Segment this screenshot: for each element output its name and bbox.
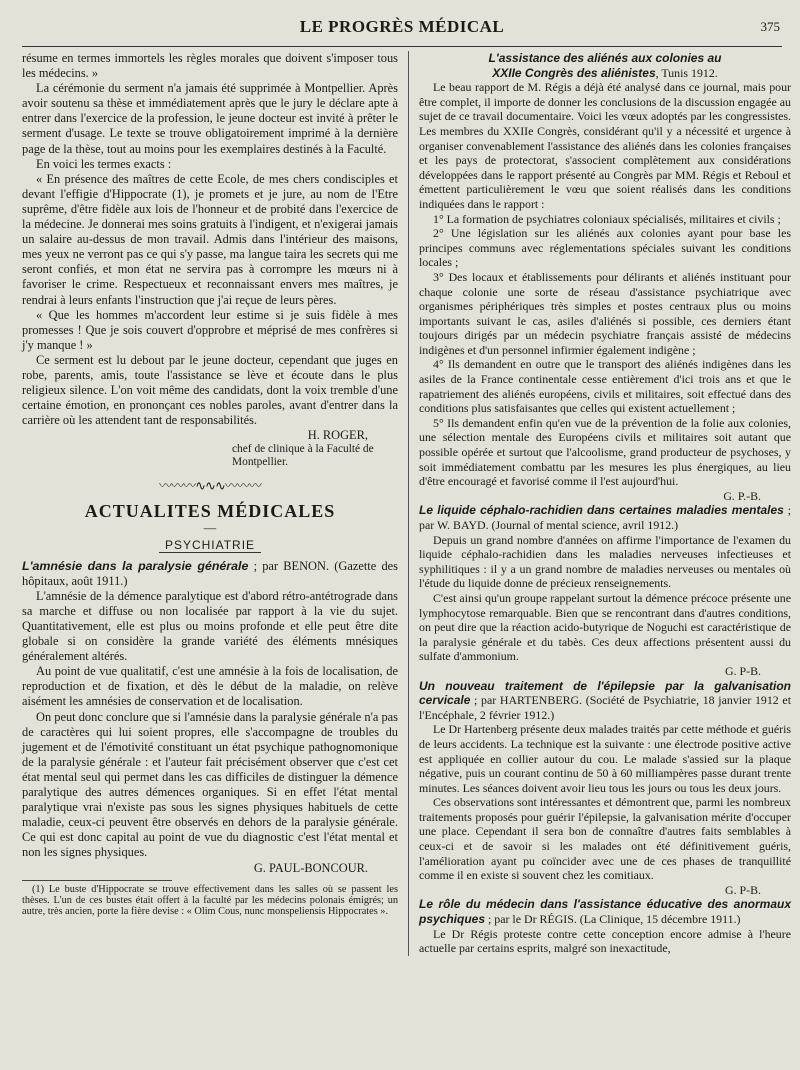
list-item: 3° Des locaux et établissements pour délirants et aliénés instituant pour chaque colonie une sorte de réseau d'assistance psychiatrique avec organismes périphériques très simples et postes centraux plus ou moins importants suivant le cas, asiles d'aliénés si possible, ces derniers étant toujours dirigés par un médecin psychiatre français assisté de médecins indigènes et d'un personnel infirmier également indigène ;	[419, 269, 791, 357]
paragraph: La cérémonie du serment n'a jamais été supprimée à Montpellier. Après avoir soutenu sa thèse et immédiatement après que le jury le déclare apte à entrer dans l'exercice de la profession, le jeune docteur est invité à prêter le serment d'usage. Le texte se trouve obligatoirement imprimé à la dernière page de la thèse, tout au moins pour les exemplaires destinés à la Faculté.	[22, 81, 398, 156]
journal-title: LE PROGRÈS MÉDICAL	[299, 17, 505, 36]
article-heading	[419, 51, 791, 80]
columns	[22, 51, 792, 956]
list-item: 4° Ils demandent en outre que le transport des aliénés indigènes dans les asiles de la France continentale cesse entièrement d'ici trois ans et que le rapatriement des aliénés européens, civils et militaires, soit effectué dans des conditions plus satisfaisantes que celles qui existent actuellement ;	[419, 357, 791, 416]
paragraph: C'est ainsi qu'un groupe rappelant surtout la démence précoce présente une lymphocytose remarquable. Bien que se rencontrant dans d'autres conditions, on peut dire que la réaction acido-butyrique de Noguchi est caractéristique de la paralysie générale et du tabès. Ces deux affections présentent aussi du sulfate d'ammonium.	[419, 590, 791, 664]
author-signature: H. ROGER,	[307, 428, 368, 443]
article-title: Un nouveau traitement de l'épilepsie par la galvanisation cervicale	[419, 678, 791, 708]
article-heading	[419, 897, 791, 926]
article-title-line2: XXIIe Congrès des aliénistes	[492, 65, 656, 80]
author-signature: G. PAUL-BONCOUR.	[253, 860, 368, 875]
article-reference: ; par BENON. (Gazette des hôpitaux, août 1911.)	[22, 558, 398, 588]
paragraph: Au point de vue qualitatif, c'est une amnésie à la fois de localisation, de reproduction et de fixation, et dès le début de la maladie, on relève aisément les amnésies de conservation et de localisation.	[22, 664, 398, 709]
footnote: (1) Le buste d'Hippocrate se trouve effectivement dans les salles où se passent les thèses. L'un de ces bustes était offert à la faculté par les médecins polonais émigrés; un autre, très ancien, porte la fière devise : « Olim Cous, nunc monspeliensis Hippocrates ».	[22, 883, 398, 917]
list-item: 2° Une législation sur les aliénés aux colonies ayant pour base les principes communs avec réglementations spéciales suivant les conditions locales ;	[419, 226, 791, 270]
article-title: L'assistance des aliénés aux colonies au	[488, 51, 722, 65]
author-signature: G. P.-B.	[723, 488, 761, 503]
article-title: Le rôle du médecin dans l'assistance éducative des anormaux psychiques	[419, 897, 791, 927]
author-signature: G. P-B.	[724, 663, 761, 678]
oath-paragraph: « En présence des maîtres de cette Ecole, de mes chers condisciples et devant l'effigie d'Hippocrate (1), je promets et je jure, au nom de l'Etre suprême, d'être fidèle aux lois de l'honneur et de probité dans l'exercice de la médecine. Je donnerai mes soins gratuits à l'indigent, et n'exigerai jamais un salaire au-dessus de mon travail. Admis dans l'intérieur des maisons, mes yeux ne verront pas ce qui s'y passe, ma langue taira les secrets qui me seront confiés, et mon état ne servira pas à corrompre les mœurs ni à favoriser le crime. Respectueux et reconnaissant envers mes maîtres, je rendrai à leurs enfants l'instruction que j'ai reçue de leurs pères.	[22, 171, 398, 307]
right-column	[408, 51, 791, 956]
list-item: 1° La formation de psychiatres coloniaux spécialisés, militaires et civils ;	[433, 211, 781, 226]
paragraph: Ce serment est lu debout par le jeune docteur, cependant que juges en robe, parents, amis, toute l'assistance se lève et écoute dans le plus religieux silence. L'on voit même des candidats, dont la voix tremble d'une certaine émotion, en prononçant ces nobles paroles, avant d'entrer dans la carrière où les attendent tant de responsabilités.	[22, 352, 398, 428]
author-signature: G. P-B.	[724, 882, 761, 897]
article-reference: ; par W. BAYD. (Journal of mental science, avril 1912.)	[419, 503, 791, 532]
author-title: chef de clinique à la Faculté de Montpellier.	[232, 443, 374, 468]
subsection-label: PSYCHIATRIE	[159, 538, 261, 553]
list-item: 5° Ils demandent enfin qu'en vue de la prévention de la folie aux colonies, une sélection mentale des Européens civils et militaires soit autant que possible opérée et surtout que l'alcoolisme, grand producteur de psychoses, y soit immédiatement combattu par les mesures les plus énergiques, au lieu d'être encouragé et favorisé comme il l'est aujourd'hui.	[419, 415, 791, 489]
article-title: Le liquide céphalo-rachidien dans certaines maladies mentales	[419, 503, 784, 518]
page-header	[22, 0, 782, 47]
article-heading	[419, 503, 791, 532]
article-reference: ; par HARTENBERG. (Société de Psychiatrie, 18 janvier 1912 et l'Encéphale, 2 février 1912.)	[419, 693, 791, 722]
left-column	[22, 51, 408, 956]
paragraph: Le beau rapport de M. Régis a déjà été analysé dans ce journal, mais pour être complet, il importe de donner les conclusions de la discussion engagée au sujet de ce travail documentaire. Voici les vœux adoptés par les congressistes. Les membres du XXIIe Congrès, considérant qu'il y a nécessité et urgence à organiser convenablement l'assistance des aliénés dans les colonies françaises et les pays de protectorat, s'associent complètement aux considérations développées dans le rapport présenté au Congrès par MM. Régis et Reboul et émettent particulièrement le vœu que soient réalisés dans les conditions indiquées dans le rapport :	[419, 80, 791, 211]
page-number: 375	[760, 19, 780, 34]
subsection-heading	[22, 538, 398, 553]
paragraph: résume en termes immortels les règles morales que doivent s'imposer tous les médecins. »	[22, 51, 398, 81]
ornamental-divider: 〰〰〰∿∿∿〰〰〰	[159, 478, 261, 494]
paragraph: On peut donc conclure que si l'amnésie dans la paralysie générale n'a pas de caractères qui lui soient propres, elle s'accompagne de troubles du jugement et de l'émotivité constituant un état psychique pathognomonique de la paralysie générale : et l'auteur fait précisément observer que c'est cet état mental seul qui permet dans les cas difficiles de distinguer la démence paralytique des autres démences organiques. Si en effet l'état mental paralytique vrai n'existe pas sous les signes physiques habituels de cette maladie, ceux-ci peuvent être observés en dehors de la paralysie générale. Ce qui est donc capital au point de vue du diagnostic c'est l'état mental et non les signes physiques.	[22, 709, 398, 860]
footnote-rule	[22, 880, 172, 881]
paragraph: Le Dr Hartenberg présente deux malades traités par cette méthode et guéris de leurs accidents. La technique est la suivante : une électrode positive active est appliquée en collier autour du cou. Le malade s'assied sur la plaque négative, puis un courant continu de 50 à 60 milliampères passe durant trente minutes. Les séances doivent avoir lieu tous les jours ou tous les deux jours.	[419, 722, 791, 795]
paragraph: En voici les termes exacts :	[36, 156, 172, 171]
oath-paragraph: « Que les hommes m'accordent leur estime si je suis fidèle à mes promesses ! Que je sois couvert d'opprobre et méprisé de mes confrères si j'y manque ! »	[22, 307, 398, 352]
paragraph: Ces observations sont intéressantes et démontrent que, parmi les nombreux traitements proposés pour guérir l'épilepsie, la galvanisation mérite d'occuper une place. Cependant il sera bon de connaître d'autres faits semblables à ceux-ci et de savoir si les malades ont été définitivement guéris, l'amélioration ayant pu coïncider avec une de ces phases de tranquillité comme il en existe si souvent chez les comitiaux.	[419, 795, 791, 883]
article-title: L'amnésie dans la paralysie générale	[22, 558, 249, 573]
article-heading	[22, 559, 398, 589]
paragraph: Depuis un grand nombre d'années on affirme l'importance de l'examen du liquide céphalo-rachidien dans les maladies nerveuses infectieuses et syphilitiques : il y a un grand nombre de maladies nerveuses ou mentales où l'étude du liquide donne de précieux renseignements.	[419, 532, 791, 591]
article-reference: , Tunis 1912.	[655, 65, 718, 80]
section-title: ACTUALITES MÉDICALES	[84, 500, 336, 521]
paragraph: Le Dr Régis proteste contre cette conception encore admise à l'heure actuelle par certains esprits, malgré son inexactitude,	[419, 926, 791, 956]
article-heading	[419, 679, 791, 723]
paragraph: L'amnésie de la démence paralytique est d'abord rétro-antétrograde dans sa marche et diffuse ou non localisée par rapport à la vie du sujet. Quantitativement, elle est plus ou moins profonde et elle peut être dite globale si on considère la grande variété des éléments mnésiques généralement altérés.	[22, 588, 398, 664]
article-reference: ; par le Dr RÉGIS. (La Clinique, 15 décembre 1911.)	[485, 912, 741, 927]
section-dash: —	[203, 520, 217, 535]
